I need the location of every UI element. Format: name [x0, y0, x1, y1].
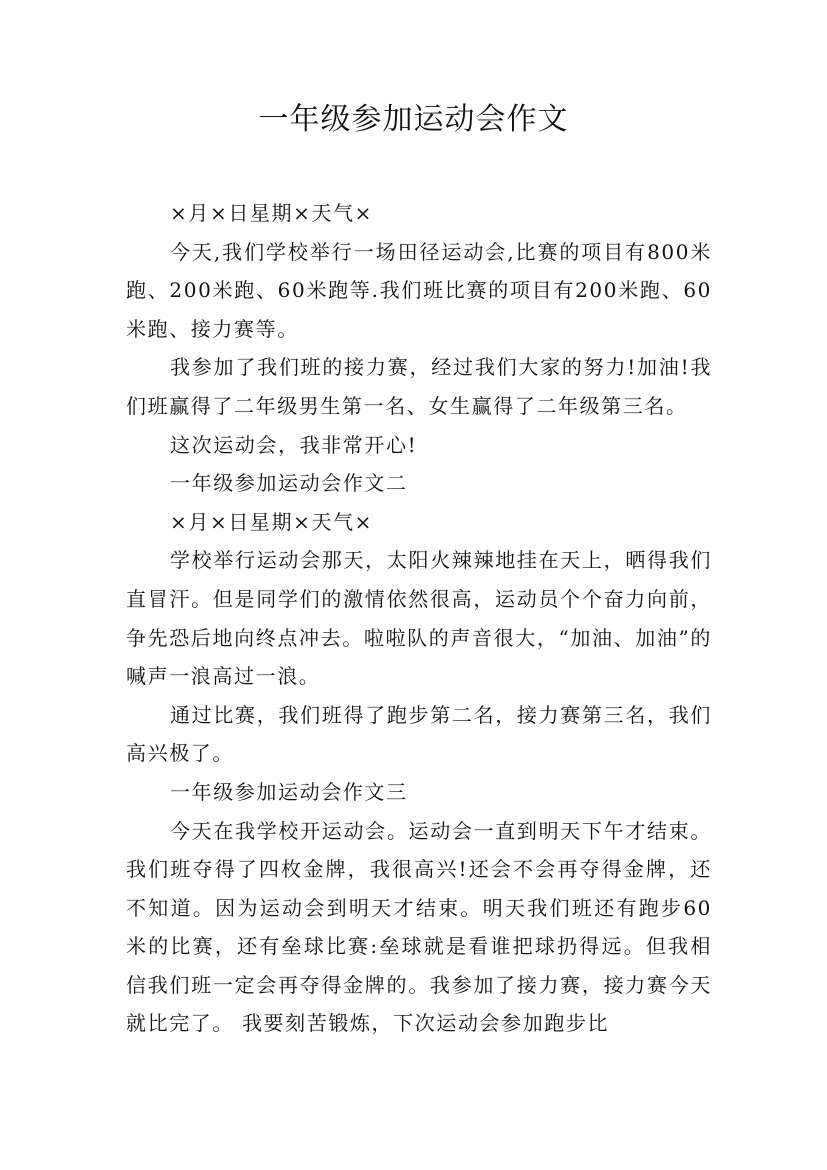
document-title: 一年级参加运动会作文 — [258, 102, 569, 137]
date-line: ×月×日星期×天气× — [170, 509, 374, 534]
paragraph: 今天,我们学校举行一场田径运动会,比赛的项目有800米跑、200米跑、60米跑等.我们班比赛的项目有200米跑、60米跑、接力赛等。 — [126, 239, 712, 341]
paragraph: 我参加了我们班的接力赛，经过我们大家的努力!加油!我们班赢得了二年级男生第一名、女生赢得了二年级第三名。 — [126, 355, 712, 418]
paragraph: 今天在我学校开运动会。运动会一直到明天下午才结束。我们班夺得了四枚金牌，我很高兴!还会不会再夺得金牌，还不知道。因为运动会到明天才结束。明天我们班还有跑步60米的比赛，还有垒球比赛:垒球就是看谁把球扔得远。但我相信我们班一定会再夺得金牌的。我参加了接力赛，接力赛今天就比完了。 我要刻苦锻炼，下次运动会参加跑步比 — [126, 818, 712, 1036]
paragraph: 通过比赛，我们班得了跑步第二名，接力赛第三名，我们高兴极了。 — [126, 702, 712, 766]
section-heading: 一年级参加运动会作文三 — [170, 779, 408, 804]
paragraph: 学校举行运动会那天，太阳火辣辣地挂在天上，晒得我们直冒汗。但是同学们的激情依然很高，运动员个个奋力向前，争先恐后地向终点冲去。啦啦队的声音很大，“加油、加油”的喊声一浪高过一浪。 — [126, 548, 712, 689]
document-body — [126, 194, 712, 1043]
section-heading: 一年级参加运动会作文二 — [170, 471, 408, 496]
paragraph: 这次运动会，我非常开心! — [170, 432, 418, 457]
date-line: ×月×日星期×天气× — [170, 201, 374, 225]
